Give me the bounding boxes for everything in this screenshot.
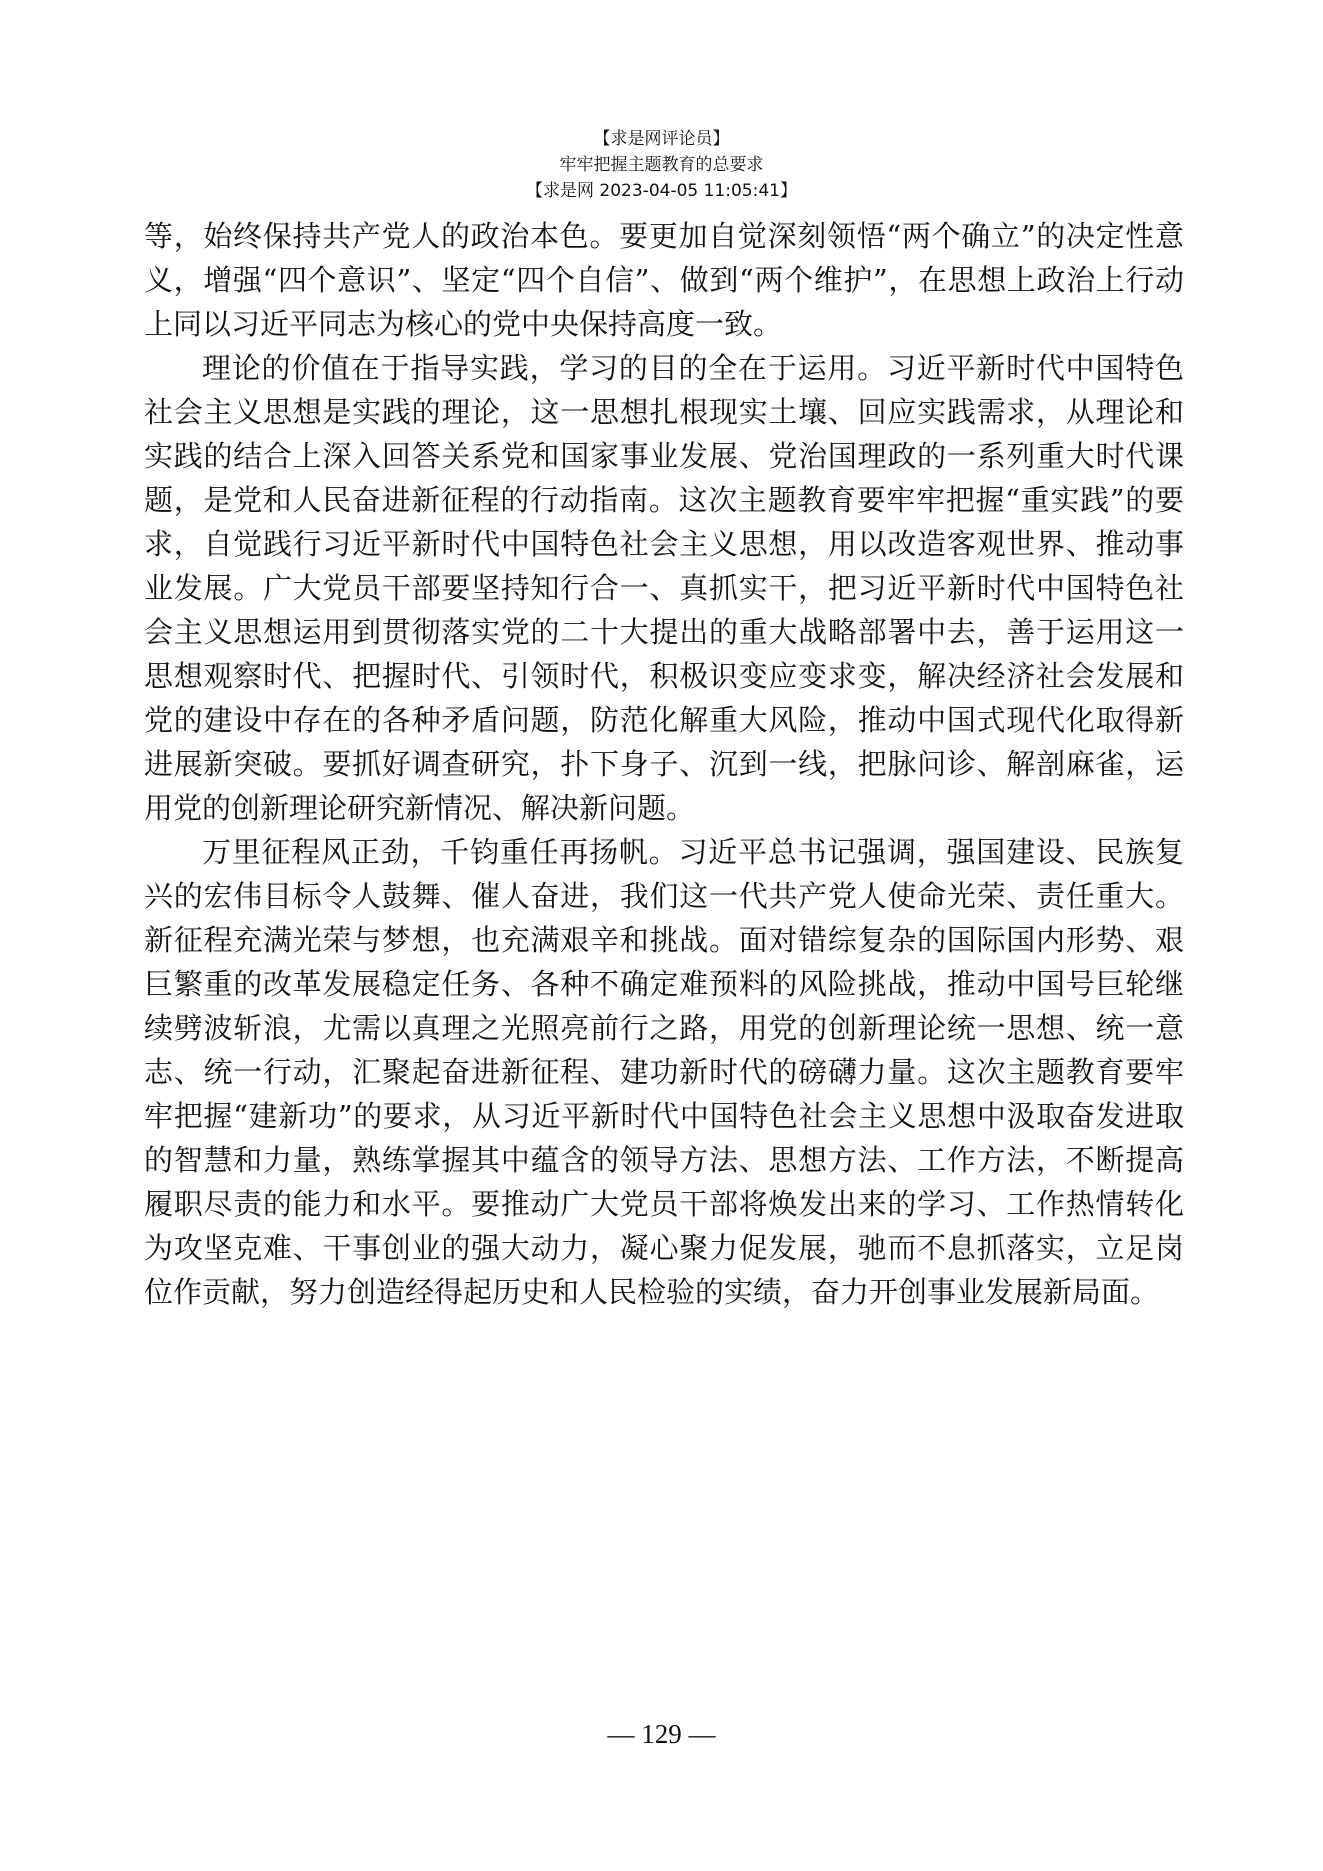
paragraph: 理论的价值在于指导实践，学习的目的全在于运用。习近平新时代中国特色社会主义思想是实践的理论，这一思想扎根现实土壤、回应实践需求，从理论和实践的结合上深入回答关系党和国家事业发展、党治国理政的一系列重大时代课题，是党和人民奋进新征程的行动指南。这次主题教育要牢牢把握“重实践”的要求，自觉践行习近平新时代中国特色社会主义思想，用以改造客观世界、推动事业发展。广大党员干部要坚持知行合一、真抓实干，把习近平新时代中国特色社会主义思想运用到贯彻落实党的二十大提出的重大战略部署中去，善于运用这一思想观察时代、把握时代、引领时代，积极识变应变求变，解决经济社会发展和党的建设中存在的各种矛盾问题，防范化解重大风险，推动中国式现代化取得新进展新突破。要抓好调查研究，扑下身子、沉到一线，把脉问诊、解剖麻雀，运用党的创新理论研究新情况、解决新问题。 [144,351,1184,825]
publication-meta: 【求是网 2023-04-05 11:05:41】 [526,181,797,201]
source-tag: 【求是网评论员】 [593,129,730,149]
page-number: — 129 — [607,1719,716,1749]
article-body [144,214,1184,1314]
paragraph: 万里征程风正劲，千钧重任再扬帆。习近平总书记强调，强国建设、民族复兴的宏伟目标令人鼓舞、催人奋进，我们这一代共产党人使命光荣、责任重大。新征程充满光荣与梦想，也充满艰辛和挑战。面对错综复杂的国际国内形势、艰巨繁重的改革发展稳定任务、各种不确定难预料的风险挑战，推动中国号巨轮继续劈波斩浪，尤需以真理之光照亮前行之路，用党的创新理论统一思想、统一意志、统一行动，汇聚起奋进新征程、建功新时代的磅礴力量。这次主题教育要牢牢把握“建新功”的要求，从习近平新时代中国特色社会主义思想中汲取奋发进取的智慧和力量，熟练掌握其中蕴含的领导方法、思想方法、工作方法，不断提高履职尽责的能力和水平。要推动广大党员干部将焕发出来的学习、工作热情转化为攻坚克难、干事创业的强大动力，凝心聚力促发展，驰而不息抓落实，立足岗位作贡献，努力创造经得起历史和人民检验的实绩，奋力开创事业发展新局面。 [144,835,1184,1309]
paragraph-continued: 等，始终保持共产党人的政治本色。要更加自觉深刻领悟“两个确立”的决定性意义，增强“四个意识”、坚定“四个自信”、做到“两个维护”，在思想上政治上行动上同以习近平同志为核心的党中央保持高度一致。 [144,219,1184,341]
page-header [0,126,1323,204]
article-title: 牢牢把握主题教育的总要求 [559,155,764,175]
